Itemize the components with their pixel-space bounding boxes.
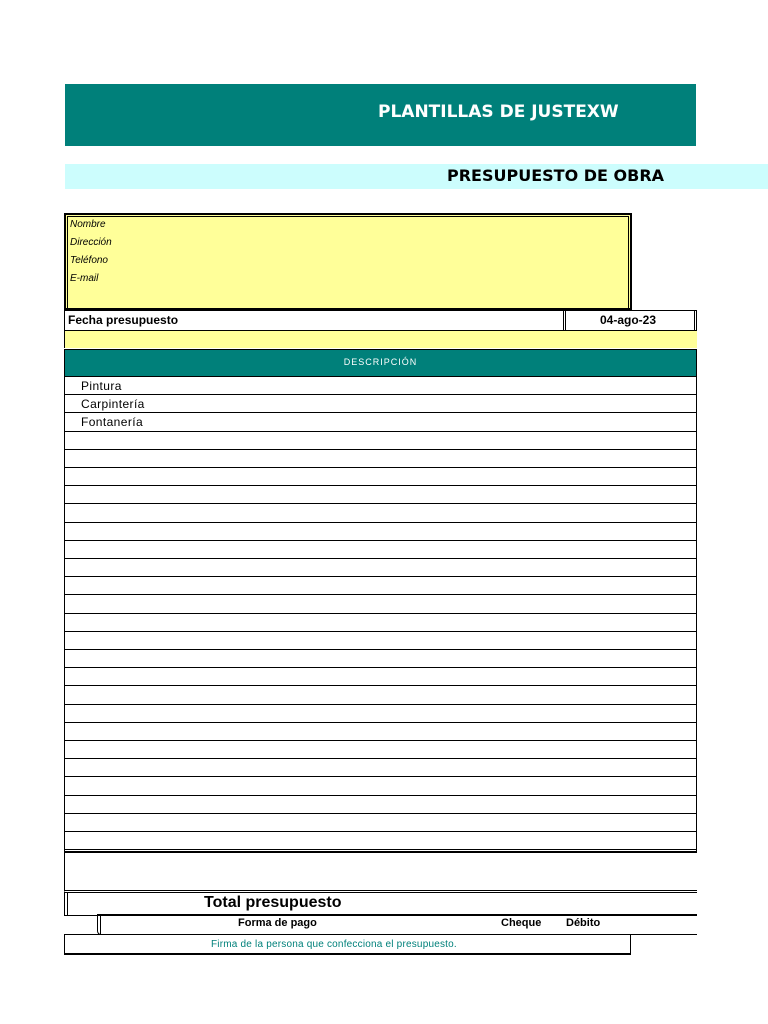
client-info-box bbox=[64, 213, 632, 310]
table-row[interactable] bbox=[65, 486, 696, 504]
address-label[interactable]: Dirección bbox=[70, 237, 112, 248]
table-row[interactable] bbox=[65, 468, 696, 486]
table-row[interactable] bbox=[65, 523, 696, 541]
total-row bbox=[64, 890, 697, 916]
table-row[interactable] bbox=[65, 668, 696, 686]
table-row[interactable] bbox=[65, 650, 696, 668]
table-row[interactable] bbox=[65, 632, 696, 650]
description-header-label: DESCRIPCIÓN bbox=[343, 357, 418, 367]
row-description: Carpintería bbox=[81, 397, 145, 412]
table-row[interactable] bbox=[65, 723, 696, 741]
phone-label[interactable]: Teléfono bbox=[70, 255, 108, 266]
table-row[interactable] bbox=[65, 595, 696, 613]
payment-method-label: Forma de pago bbox=[238, 917, 317, 929]
table-row[interactable] bbox=[65, 759, 696, 777]
description-table bbox=[64, 377, 697, 853]
notes-area[interactable] bbox=[64, 853, 697, 890]
table-row[interactable] bbox=[65, 686, 696, 704]
table-row[interactable] bbox=[65, 741, 696, 759]
table-row[interactable] bbox=[65, 395, 696, 413]
table-row[interactable] bbox=[65, 577, 696, 595]
date-cell-right-divider bbox=[694, 310, 697, 331]
table-row[interactable] bbox=[65, 413, 696, 431]
page-title: PRESUPUESTO DE OBRA bbox=[447, 166, 665, 185]
payment-row-inner-border bbox=[100, 914, 102, 935]
cheque-option[interactable]: Cheque bbox=[501, 917, 542, 929]
payment-row bbox=[97, 914, 697, 935]
banner-title: PLANTILLAS DE JUSTEXW bbox=[378, 102, 619, 122]
table-row[interactable] bbox=[65, 559, 696, 577]
table-row[interactable] bbox=[65, 432, 696, 450]
signature-label: Firma de la persona que confecciona el presupuesto. bbox=[211, 939, 457, 950]
table-row[interactable] bbox=[65, 541, 696, 559]
row-description: Pintura bbox=[81, 379, 122, 393]
debit-option[interactable]: Débito bbox=[566, 917, 601, 929]
table-row[interactable] bbox=[65, 777, 696, 795]
table-row[interactable] bbox=[65, 450, 696, 468]
separator-strip bbox=[64, 331, 697, 348]
name-label[interactable]: Nombre bbox=[70, 219, 106, 230]
email-label[interactable]: E-mail bbox=[70, 273, 99, 284]
table-row[interactable] bbox=[65, 796, 696, 814]
date-value[interactable]: 04-ago-23 bbox=[600, 313, 657, 327]
date-cell-divider bbox=[563, 310, 566, 331]
table-row[interactable] bbox=[65, 504, 696, 522]
total-row-inner-border bbox=[67, 893, 69, 915]
table-row[interactable] bbox=[65, 377, 696, 395]
table-row[interactable] bbox=[65, 614, 696, 632]
client-info-inner bbox=[67, 216, 629, 310]
table-row[interactable] bbox=[65, 705, 696, 723]
date-label: Fecha presupuesto bbox=[68, 313, 179, 327]
row-description: Fontanería bbox=[81, 415, 144, 430]
total-label: Total presupuesto bbox=[204, 894, 342, 911]
table-row[interactable] bbox=[65, 832, 696, 850]
table-row[interactable] bbox=[65, 814, 696, 832]
